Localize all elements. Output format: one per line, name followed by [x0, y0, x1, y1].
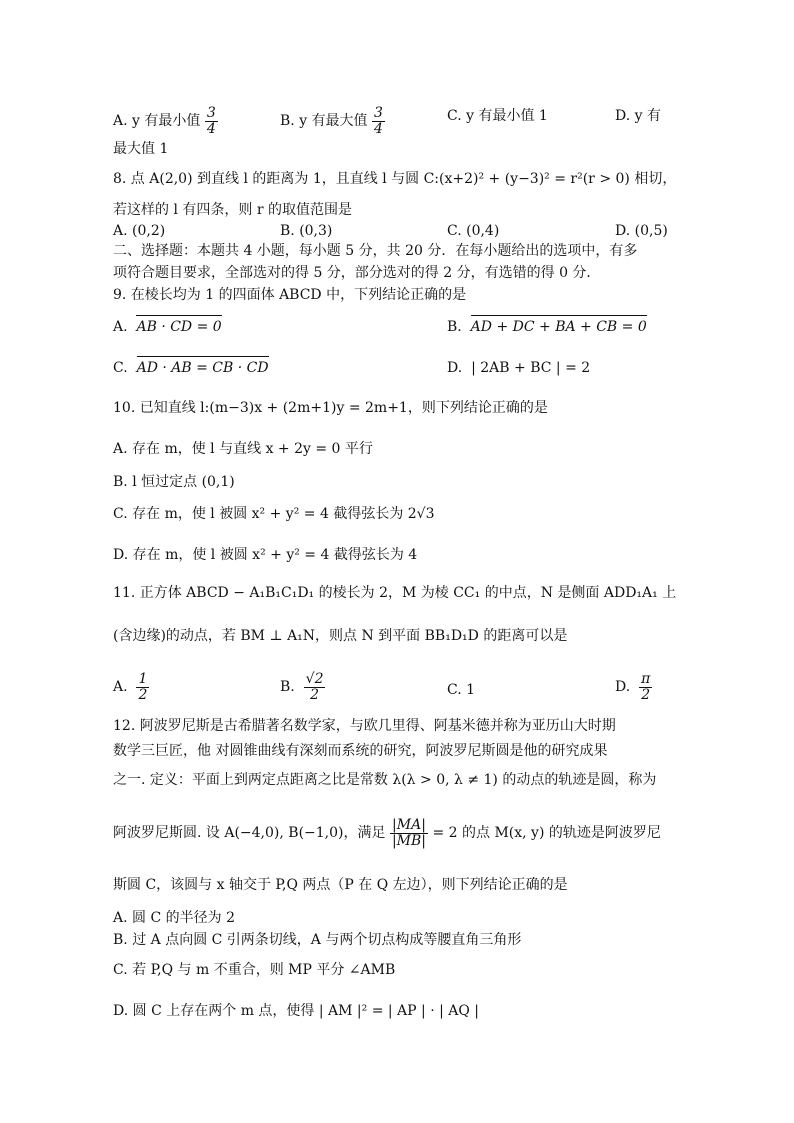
fraction: $\frac{1}{2}$ — [138, 671, 148, 703]
q11-option-c: C. 1 — [447, 682, 476, 698]
q12-option-d: D. 圆 C 上存在两个 m 点，使得 | AM |² = | AP | · | AQ | — [113, 1003, 480, 1019]
q12-stem-line2: 数学三巨匠，他 对圆锥曲线有深刻而系统的研究，阿波罗尼斯圆是他的研究成果 — [113, 743, 608, 759]
fraction: $\frac{3}{4}$ — [206, 105, 216, 137]
q10-stem: 10. 已知直线 l:(m−3)x + (2m+1)y = 2m+1，则下列结论正确的是 — [113, 400, 548, 416]
q9-option-c: C. AD · AB = CB · CD — [113, 360, 269, 376]
q8-option-c: C. (0,4) — [447, 223, 500, 239]
q12-option-c: C. 若 P,Q 与 m 不重合，则 MP 平分 ∠AMB — [113, 962, 396, 978]
q8-stem-line1: 8. 点 A(2,0) 到直线 l 的距离为 1，且直线 l 与圆 C:(x+2)² + (y−3)² = r²(r > 0) 相切， — [113, 171, 677, 187]
q8-stem-line2: 若这样的 l 有四条，则 r 的取值范围是 — [113, 202, 352, 218]
q11-stem-line2: (含边缘)的动点，若 BM ⊥ A₁N，则点 N 到平面 BB₁D₁D 的距离可以是 — [113, 628, 568, 644]
q9-option-d: D. | 2AB + BC | = 2 — [447, 360, 591, 376]
q7-option-a: A. y 有最小值 $\frac{3}{4}$ — [113, 105, 216, 137]
q10-option-c: C. 存在 m，使 l 被圆 x² + y² = 4 截得弦长为 2√3 — [113, 506, 435, 522]
q10-option-d: D. 存在 m，使 l 被圆 x² + y² = 4 截得弦长为 4 — [113, 547, 418, 563]
q7-option-d: D. y 有 — [615, 108, 661, 124]
vector-expression: | 2AB + BC | = 2 — [471, 360, 591, 376]
fraction: $\frac{3}{4}$ — [374, 105, 383, 137]
q12-option-a: A. 圆 C 的半径为 2 — [113, 910, 235, 926]
vector-expression: AB · CD = 0 — [136, 319, 222, 335]
q8-option-b: B. (0,3) — [280, 223, 333, 239]
fraction: $\frac{√2}{2}$ — [305, 671, 324, 703]
q9-option-a: A. AB · CD = 0 — [113, 319, 222, 335]
section2-heading-line2: 项符合题目要求，全部选对的得 5 分，部分选对的得 2 分，有选错的得 0 分． — [113, 265, 601, 281]
q12-option-b: B. 过 A 点向圆 C 引两条切线，A 与两个切点构成等腰直角三角形 — [113, 932, 522, 948]
q9-stem: 9. 在棱长均为 1 的四面体 ABCD 中，下列结论正确的是 — [113, 287, 467, 303]
q10-option-b: B. l 恒过定点 (0,1) — [113, 474, 235, 490]
fraction: $\frac{\pi}{2}$ — [641, 671, 651, 703]
q8-option-d: D. (0,5) — [615, 223, 668, 239]
fraction: $\frac{|MA|}{|MB|}$ — [391, 817, 427, 849]
q7-option-b: B. y 有最大值 $\frac{3}{4}$ — [280, 105, 383, 137]
q12-stem-line4: 阿波罗尼斯圆. 设 A(−4,0), B(−1,0)，满足 $\frac{|MA|}{|MB|}$ = 2 的点 M(x, y) 的轨迹是阿波罗尼 — [113, 817, 661, 849]
q11-option-a: A. $\frac{1}{2}$ — [113, 671, 148, 703]
q9-option-b: B. AD + DC + BA + CB = 0 — [447, 319, 647, 335]
q11-stem-line1: 11. 正方体 ABCD − A₁B₁C₁D₁ 的棱长为 2，M 为棱 CC₁ 的中点，N 是侧面 ADD₁A₁ 上 — [113, 585, 677, 601]
vector-expression: AD + DC + BA + CB = 0 — [470, 319, 647, 335]
q12-stem-line1: 12. 阿波罗尼斯是古希腊著名数学家，与欧几里得、阿基米德并称为亚历山大时期 — [113, 718, 616, 734]
q11-option-b: B. $\frac{√2}{2}$ — [280, 671, 324, 703]
q7-option-c: C. y 有最小值 1 — [447, 108, 548, 124]
section2-heading-line1: 二、选择题：本题共 4 小题，每小题 5 分，共 20 分．在每小题给出的选项中，有多 — [113, 243, 638, 259]
q12-stem-line5: 斯圆 C，该圆与 x 轴交于 P,Q 两点（P 在 Q 左边），则下列结论正确的是 — [113, 877, 568, 893]
q12-stem-line3: 之一. 定义：平面上到两定点距离之比是常数 λ(λ > 0, λ ≠ 1) 的动点的轨迹是圆，称为 — [113, 772, 657, 788]
vector-expression: AD · AB = CB · CD — [136, 360, 269, 376]
q8-option-a: A. (0,2) — [113, 223, 166, 239]
q11-option-d: D. $\frac{\pi}{2}$ — [615, 671, 651, 703]
q10-option-a: A. 存在 m，使 l 与直线 x + 2y = 0 平行 — [113, 441, 373, 457]
q7-option-d-continued: 最大值 1 — [113, 141, 169, 157]
